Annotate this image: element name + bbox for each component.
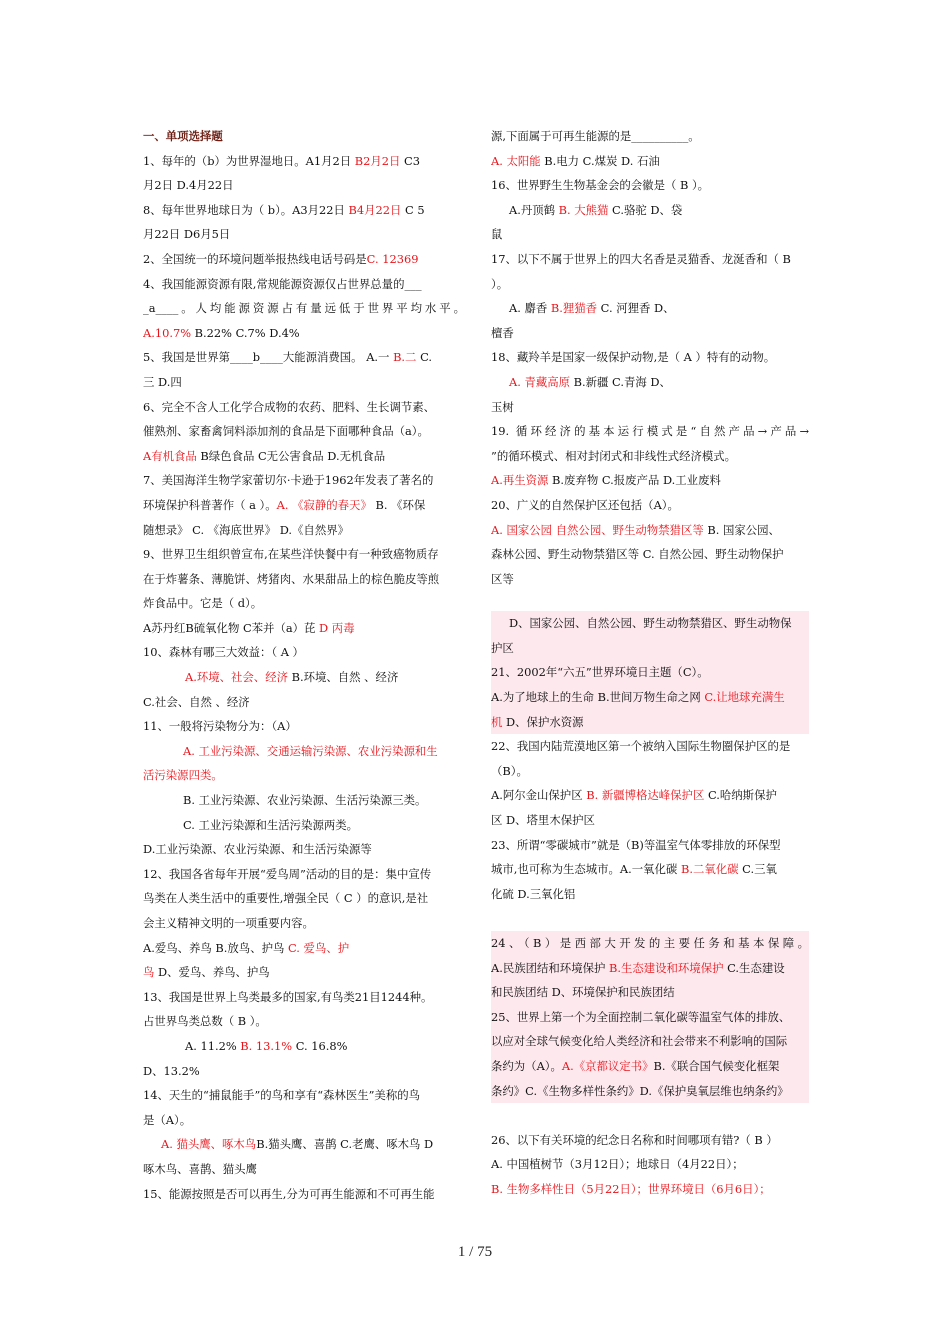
question-6-cont: 催熟剂、家畜禽饲料添加剂的食品是下面哪种食品（a）。 bbox=[143, 424, 429, 439]
question-17: 17、以下不属于世界上的四大名香是灵猫香、龙涎香和（ B bbox=[491, 251, 791, 266]
question-24-options-2: 和民族团结 D、环境保护和民族团结 bbox=[491, 985, 675, 1000]
highlighted-block-2 bbox=[491, 931, 809, 1103]
question-22-options-2: 区 D、塔里木保护区 bbox=[491, 813, 595, 828]
question-13: 13、我国是世界上鸟类最多的国家,有鸟类21目1244种。 bbox=[143, 989, 433, 1004]
question-14-options-2: 啄木鸟、喜鹊、猫头鹰 bbox=[143, 1161, 257, 1176]
question-7-options: 随想录》 C. 《海底世界》 D.《自然界》 bbox=[143, 522, 349, 537]
answer-highlight: D 丙毒 bbox=[319, 620, 355, 635]
question-text: 2、全国统一的环境问题举报热线电话号码是 bbox=[143, 251, 367, 266]
question-10-options bbox=[143, 665, 465, 690]
question-6-options bbox=[143, 444, 465, 469]
question-21-options bbox=[491, 685, 809, 710]
question-18-options-2: 玉树 bbox=[491, 399, 514, 414]
question-23-options bbox=[491, 857, 809, 882]
question-26-option-a: A. 中国植树节（3月12日）；地球日（4月22日）； bbox=[491, 1157, 744, 1172]
question-10: 10、森林有哪三大效益：（ A ） bbox=[143, 645, 304, 660]
question-15-options bbox=[491, 149, 809, 174]
question-18: 18、藏羚羊是国家一级保护动物,是（ A ）特有的动物。 bbox=[491, 350, 776, 365]
question-2 bbox=[143, 247, 465, 272]
question-12: 12、我国各省每年开展“爱鸟周”活动的目的是：集中宣传 bbox=[143, 866, 432, 881]
answer-highlight: A有机食品 bbox=[143, 448, 197, 463]
question-5 bbox=[143, 345, 465, 370]
answer-highlight: A.环境、社会、经济 bbox=[185, 670, 288, 685]
question-text: C. 16.8% bbox=[292, 1038, 348, 1053]
answer-highlight: B4月22日 bbox=[348, 202, 402, 217]
question-11-option-c: C. 工业污染源和生活污染源两类。 bbox=[183, 817, 359, 832]
question-text: A.阿尔金山保护区 bbox=[491, 788, 587, 803]
question-20-options-3: 区等 bbox=[491, 571, 514, 586]
question-16-options bbox=[491, 198, 809, 223]
question-12-cont: 鸟类在人类生活中的重要性,增强全民（ C ）的意识,是社 bbox=[143, 891, 429, 906]
question-19-cont: ”的循环模式、相对封闭式和非线性式经济模式。 bbox=[491, 448, 737, 463]
highlighted-block bbox=[491, 611, 809, 734]
left-column bbox=[143, 124, 465, 1206]
answer-highlight: A. 太阳能 bbox=[491, 153, 541, 168]
question-20-option-d-cont: 护区 bbox=[491, 640, 514, 655]
question-4: 4、我国能源资源有限,常规能源资源仅占世界总量的___ bbox=[143, 276, 422, 291]
question-22-options bbox=[491, 783, 809, 808]
question-text: B.《联合国气候变化框架 bbox=[653, 1058, 780, 1073]
question-24-options bbox=[491, 956, 809, 981]
answer-highlight: B.狸猫香 bbox=[550, 301, 598, 316]
question-text: D、爱鸟、养鸟、护鸟 bbox=[154, 965, 270, 980]
question-9: 9、世界卫生组织曾宣布,在某些洋快餐中有一种致癌物质存 bbox=[143, 547, 439, 562]
section-title: 一、单项选择题 bbox=[143, 129, 223, 143]
answer-highlight: A. 国家公园 自然公园、野生动物禁猎区等 bbox=[491, 522, 704, 537]
spacer bbox=[491, 591, 809, 611]
question-12-options-2 bbox=[143, 960, 465, 985]
question-14: 14、天生的“捕鼠能手”的鸟和享有“森林医生”美称的鸟 bbox=[143, 1088, 420, 1103]
question-13-options bbox=[143, 1034, 465, 1059]
answer-highlight: C. 爱鸟、护 bbox=[288, 940, 350, 955]
question-text: B.22% C.7% D.4% bbox=[191, 325, 300, 340]
question-23: 23、所谓“零碳城市”就是（B)等温室气体零排放的环保型 bbox=[491, 837, 781, 852]
question-24: 24、（B）是西部大开发的主要任务和基本保障。 bbox=[491, 936, 809, 950]
question-text: 环境保护科普著作（ a ）。 bbox=[143, 497, 277, 512]
question-11-answer-cont: 活污染源四类。 bbox=[143, 768, 223, 783]
question-12-options bbox=[143, 936, 465, 961]
spacer bbox=[491, 906, 809, 931]
answer-highlight: B. 新疆博格达峰保护区 bbox=[586, 788, 705, 803]
answer-highlight: A. 青藏高原 bbox=[509, 374, 571, 389]
question-text: C. 河狸香 D、 bbox=[597, 301, 675, 316]
question-text: 5、我国是世界第____b____大能源消费国。 A.一 bbox=[143, 350, 394, 365]
question-20: 20、广义的自然保护区还包括（A）。 bbox=[491, 497, 679, 512]
answer-highlight: C.让地球充满生 bbox=[704, 690, 785, 705]
question-9-cont2: 炸食品中。它是（ d）。 bbox=[143, 596, 263, 611]
question-20-options-2: 森林公园、野生动物禁猎区等 C. 自然公园、野生动物保护 bbox=[491, 547, 784, 562]
question-23-options-2: 化硫 D.三氧化铝 bbox=[491, 886, 576, 901]
question-19-options bbox=[491, 468, 809, 493]
question-text: 1、每年的（b）为世界湿地日。A1月2日 bbox=[143, 153, 355, 168]
question-13-options-2: D、13.2% bbox=[143, 1063, 200, 1078]
question-text: 条约为（A）。 bbox=[491, 1058, 562, 1073]
question-8-cont: 月22日 D6月5日 bbox=[143, 227, 231, 242]
question-9-options bbox=[143, 616, 465, 641]
answer-highlight: A.再生资源 bbox=[491, 473, 549, 488]
question-1 bbox=[143, 149, 465, 174]
question-text: C.三氧 bbox=[738, 862, 777, 877]
question-text: C.哈纳斯保护 bbox=[704, 788, 777, 803]
question-16: 16、世界野生生物基金会的会徽是（ B ）。 bbox=[491, 178, 710, 193]
question-text: A. 麝香 bbox=[509, 301, 551, 316]
answer-highlight: C. 12369 bbox=[366, 251, 419, 266]
question-15-cont: 源,下面属于可再生能源的是__________。 bbox=[491, 129, 700, 143]
question-19: 19. 循环经济的基本运行模式是“自然产品→产品→ bbox=[491, 424, 809, 439]
question-21: 21、2002年“六五”世界环境日主题（C）。 bbox=[491, 665, 709, 680]
answer-highlight: 机 bbox=[491, 714, 503, 729]
question-14-cont: 是（A）。 bbox=[143, 1112, 192, 1127]
question-text: A.民族团结和环境保护 bbox=[491, 960, 609, 975]
question-7: 7、美国海洋生物学家蕾切尔·卡逊于1962年发表了著名的 bbox=[143, 473, 434, 488]
question-text: C.生态建设 bbox=[723, 960, 785, 975]
question-16-options-2: 鼠 bbox=[491, 227, 503, 242]
question-text: A.爱鸟、养鸟 B.放鸟、护鸟 bbox=[143, 940, 288, 955]
question-17-options-2: 檀香 bbox=[491, 325, 514, 340]
question-11-option-d: D.工业污染源、农业污染源、和生活污染源等 bbox=[143, 842, 372, 857]
answer-highlight: B.二氧化碳 bbox=[680, 862, 739, 877]
question-text: B绿色食品 C无公害食品 D.无机食品 bbox=[196, 448, 386, 463]
question-10-options-2: C.社会、自然 、经济 bbox=[143, 694, 250, 709]
question-text: A苏丹红B硫氧化物 C苯并（a）芘 bbox=[143, 620, 320, 635]
question-text: A.为了地球上的生命 B.世间万物生命之网 bbox=[491, 690, 705, 705]
question-22-cont: （B）。 bbox=[491, 763, 528, 778]
question-text: B.电力 C.煤炭 D. 石油 bbox=[540, 153, 660, 168]
question-text: A. 11.2% bbox=[185, 1038, 241, 1053]
question-11: 11、一般将污染物分为：（A） bbox=[143, 719, 297, 734]
question-text: B.环境、自然 、经济 bbox=[287, 670, 399, 685]
spacer bbox=[491, 1103, 809, 1128]
question-text: C 5 bbox=[401, 202, 425, 217]
question-8 bbox=[143, 198, 465, 223]
question-11-answer: A. 工业污染源、交通运输污染源、农业污染源和生 bbox=[183, 743, 438, 758]
answer-highlight: A.《京都议定书》 bbox=[561, 1058, 654, 1073]
right-column bbox=[491, 124, 809, 1202]
question-25-options-2: 条约》C.《生物多样性条约》D.《保护臭氧层维也纳条约》 bbox=[491, 1083, 789, 1098]
question-20-option-d: D、国家公园、自然公园、野生动物禁猎区、野生动物保 bbox=[509, 616, 792, 631]
question-text: C3 bbox=[400, 153, 420, 168]
question-text: C.骆驼 D、袋 bbox=[608, 202, 683, 217]
question-text: C. bbox=[416, 350, 433, 365]
question-6: 6、完全不含人工化学合成物的农药、肥料、生长调节素、 bbox=[143, 399, 436, 414]
question-9-cont: 在于炸薯条、薄脆饼、烤猪肉、水果甜品上的棕色脆皮等煎 bbox=[143, 571, 440, 586]
question-text: 8、每年世界地球日为（ b）。A3月22日 bbox=[143, 202, 349, 217]
question-text: A.丹顶鹤 bbox=[509, 202, 559, 217]
question-text: D、保护水资源 bbox=[502, 714, 584, 729]
question-5-cont: 三 D.四 bbox=[143, 374, 182, 389]
question-26-option-b: B. 生物多样性日（5月22日）；世界环境日（6月6日）； bbox=[491, 1181, 771, 1196]
question-text: B.猫头鹰、喜鹊 C.老鹰、啄木鸟 D bbox=[256, 1137, 434, 1152]
answer-highlight: A. 《寂静的春天》 bbox=[276, 497, 372, 512]
question-1-cont: 月2日 D.4月22日 bbox=[143, 178, 234, 193]
page-number: 1 / 75 bbox=[457, 1244, 493, 1260]
question-25-options bbox=[491, 1054, 809, 1079]
answer-highlight: A.10.7% bbox=[143, 325, 192, 340]
answer-highlight: B.生态建设和环境保护 bbox=[608, 960, 724, 975]
question-11-option-b: B. 工业污染源、农业污染源、生活污染源三类。 bbox=[183, 793, 427, 808]
question-15: 15、能源按照是否可以再生,分为可再生能源和不可再生能 bbox=[143, 1186, 435, 1201]
question-text: B. 国家公园、 bbox=[703, 522, 780, 537]
answer-highlight: B. 大熊猫 bbox=[558, 202, 609, 217]
answer-highlight: B. 13.1% bbox=[240, 1038, 293, 1053]
question-7-cont bbox=[143, 493, 465, 518]
question-17-options bbox=[491, 296, 809, 321]
question-text: B. 《环保 bbox=[371, 497, 426, 512]
question-22: 22、我国内陆荒漠地区第一个被纳入国际生物圈保护区的是 bbox=[491, 739, 791, 754]
question-25: 25、世界上第一个为全面控制二氧化碳等温室气体的排放、 bbox=[491, 1009, 791, 1024]
question-text: B.新疆 C.青海 D、 bbox=[570, 374, 671, 389]
question-14-options bbox=[143, 1132, 465, 1157]
answer-highlight: A. 猫头鹰、啄木鸟 bbox=[161, 1137, 257, 1152]
question-26: 26、以下有关环境的纪念日名称和时间哪项有错?（ B ） bbox=[491, 1132, 778, 1147]
question-12-cont2: 会主义精神文明的一项重要内容。 bbox=[143, 916, 314, 930]
answer-highlight: 鸟 bbox=[143, 965, 155, 980]
question-4-options bbox=[143, 321, 465, 346]
question-17-cont: ）。 bbox=[491, 276, 509, 291]
question-text: B.废弃物 C.报废产品 D.工业废料 bbox=[548, 473, 721, 488]
answer-highlight: B2月2日 bbox=[354, 153, 401, 168]
question-21-options-2 bbox=[491, 710, 809, 735]
question-20-options bbox=[491, 518, 809, 543]
answer-highlight: B.二 bbox=[393, 350, 417, 365]
question-4-cont: _a____。人均能源资源占有量远低于世界平均水平。 bbox=[143, 301, 465, 316]
question-13-cont: 占世界鸟类总数（ B ）。 bbox=[143, 1014, 267, 1029]
question-25-cont: 以应对全球气候变化给人类经济和社会带来不利影响的国际 bbox=[491, 1034, 788, 1049]
question-text: 城市,也可称为生态城市。A.一氧化碳 bbox=[491, 862, 681, 877]
question-18-options bbox=[491, 370, 809, 395]
